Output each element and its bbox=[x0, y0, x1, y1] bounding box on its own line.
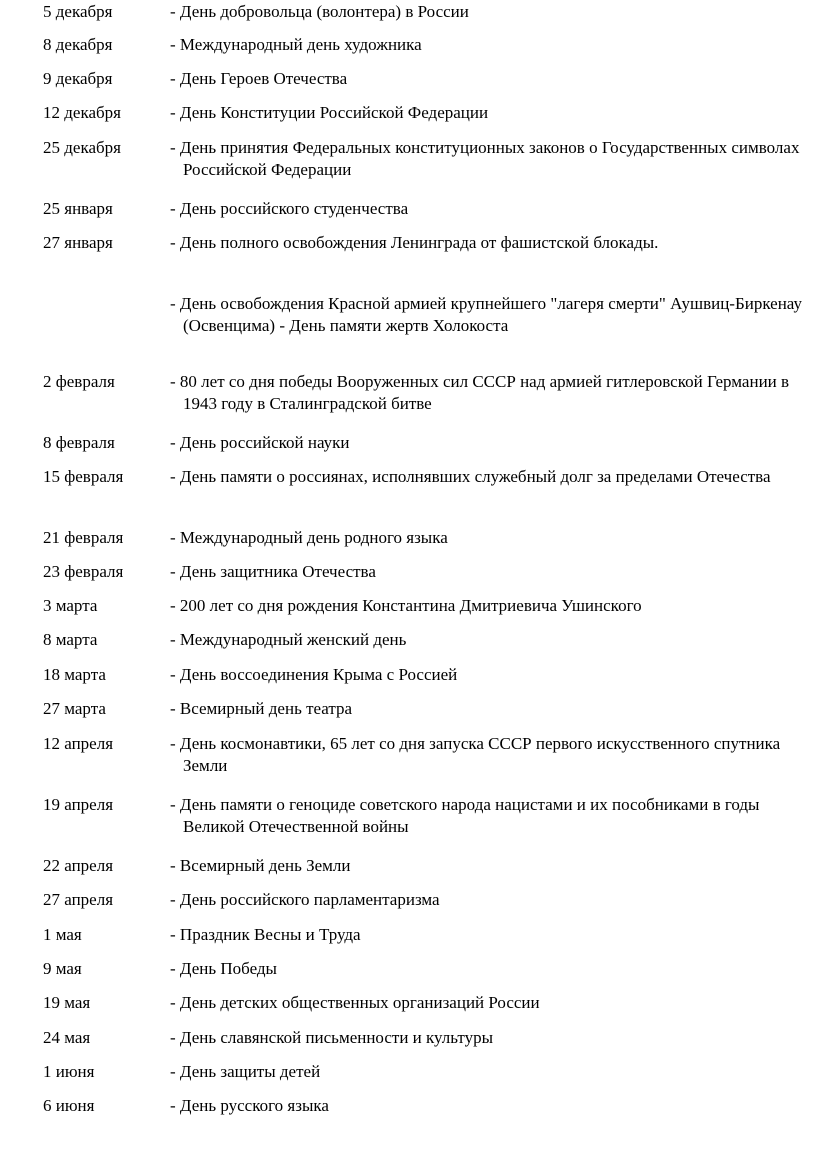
entry-date: 27 апреля bbox=[43, 890, 114, 909]
entry-text: - День полного освобождения Ленинграда от фашистской блокады. bbox=[170, 233, 659, 252]
entry-date: 18 марта bbox=[43, 665, 106, 684]
entry-text: - Международный день художника bbox=[170, 35, 422, 54]
entry-date: 25 января bbox=[43, 199, 113, 218]
entry-text: - День Конституции Российской Федерации bbox=[170, 103, 489, 122]
entry-date: 22 апреля bbox=[43, 856, 114, 875]
entry-text: - День славянской письменности и культуры bbox=[170, 1028, 494, 1047]
entry-date: 8 марта bbox=[43, 630, 98, 649]
entry-text: - День добровольца (волонтера) в России bbox=[170, 2, 469, 21]
entry-text: - День российского студенчества bbox=[170, 199, 409, 218]
entry-text: - День детских общественных организаций России bbox=[170, 993, 540, 1012]
entry-date: 1 июня bbox=[43, 1062, 95, 1081]
entry-text: - Всемирный день Земли bbox=[170, 856, 351, 875]
entry-date: 21 февраля bbox=[43, 528, 124, 547]
entry-text: - День принятия Федеральных конституционных законов о Государственных символах Российской Федерации bbox=[170, 138, 800, 179]
entry-text: - День памяти о россиянах, исполнявших служебный долг за пределами Отечества bbox=[170, 467, 771, 486]
entry-text: - День Героев Отечества bbox=[170, 69, 348, 88]
entry-text: - День космонавтики, 65 лет со дня запуска СССР первого искусственного спутника Земли bbox=[170, 734, 781, 775]
entry-text: - Международный женский день bbox=[170, 630, 407, 649]
entry-date: 23 февраля bbox=[43, 562, 124, 581]
entry-date: 24 мая bbox=[43, 1028, 91, 1047]
entry-date: 19 мая bbox=[43, 993, 91, 1012]
entry-date: 2 февраля bbox=[43, 372, 115, 391]
entry-text: - День российского парламентаризма bbox=[170, 890, 440, 909]
entry-text: - День Победы bbox=[170, 959, 277, 978]
entry-text: - День воссоединения Крыма с Россией bbox=[170, 665, 458, 684]
entry-date: 15 февраля bbox=[43, 467, 124, 486]
entry-date: 6 июня bbox=[43, 1096, 95, 1115]
entry-text: - День российской науки bbox=[170, 433, 350, 452]
entry-date: 12 декабря bbox=[43, 103, 121, 122]
entry-date: 1 мая bbox=[43, 925, 82, 944]
entry-text: - 200 лет со дня рождения Константина Дмитриевича Ушинского bbox=[170, 596, 642, 615]
entry-text: - День защитника Отечества bbox=[170, 562, 376, 581]
entry-text: - День памяти о геноциде советского народа нацистами и их пособниками в годы Великой Отечественной войны bbox=[170, 795, 760, 836]
entry-date: 3 марта bbox=[43, 596, 98, 615]
entry-date: 19 апреля bbox=[43, 795, 114, 814]
entry-text: - Всемирный день театра bbox=[170, 699, 353, 718]
entry-date: 8 февраля bbox=[43, 433, 115, 452]
entry-date: 8 декабря bbox=[43, 35, 113, 54]
entry-text: - День освобождения Красной армией крупнейшего "лагеря смерти" Аушвиц-Биркенау (Освенцима) - День памяти жертв Холокоста bbox=[170, 294, 802, 335]
entry-date: 27 марта bbox=[43, 699, 106, 718]
entry-date: 9 мая bbox=[43, 959, 82, 978]
entry-text: - Международный день родного языка bbox=[170, 528, 448, 547]
entry-text: - День русского языка bbox=[170, 1096, 329, 1115]
entry-date: 27 января bbox=[43, 233, 113, 252]
entry-date: 9 декабря bbox=[43, 69, 113, 88]
entry-date: 5 декабря bbox=[43, 2, 113, 21]
entry-text: - Праздник Весны и Труда bbox=[170, 925, 361, 944]
entry-text: - День защиты детей bbox=[170, 1062, 321, 1081]
entry-date: 12 апреля bbox=[43, 734, 114, 753]
entry-date: 25 декабря bbox=[43, 138, 121, 157]
entry-text: - 80 лет со дня победы Вооруженных сил СССР над армией гитлеровской Германии в 1943 году в Сталинградской битве bbox=[170, 372, 790, 413]
